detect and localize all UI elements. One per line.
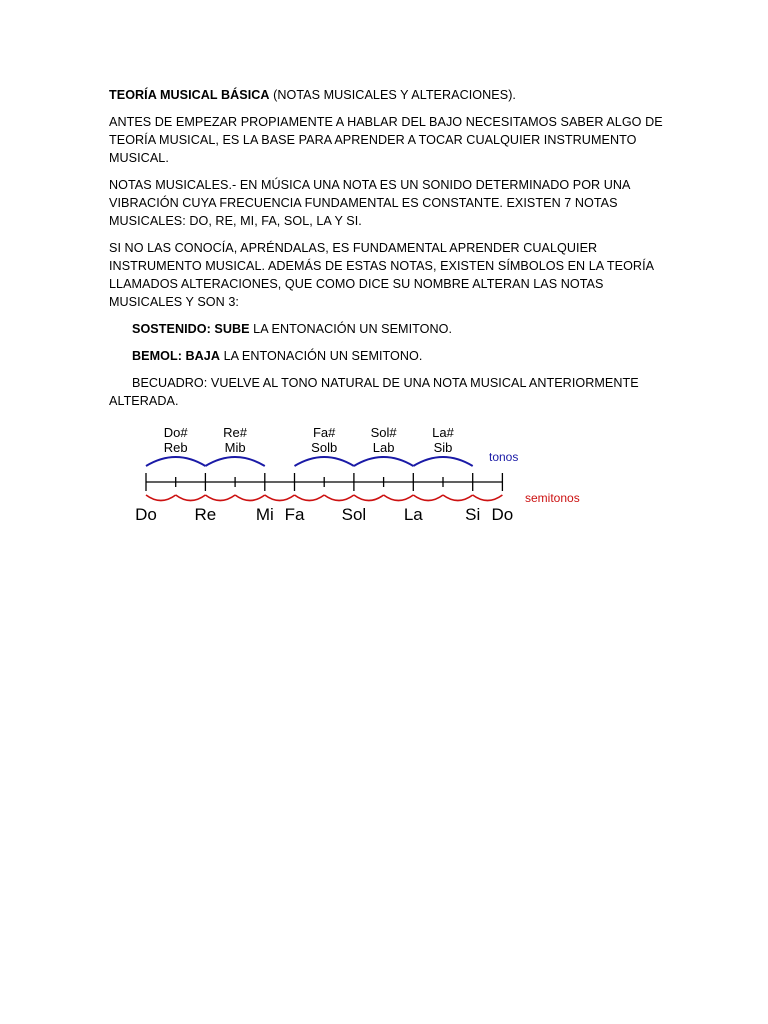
semitonos-waves — [146, 495, 502, 501]
sharp-label: Re# — [223, 425, 248, 440]
semitono-wave — [324, 495, 354, 501]
title-rest: (NOTAS MUSICALES Y ALTERACIONES). — [269, 88, 516, 102]
notes-diagram — [120, 418, 600, 528]
semitono-wave — [295, 495, 325, 501]
tono-arc — [413, 457, 472, 466]
paragraph-notas: NOTAS MUSICALES.- EN MÚSICA UNA NOTA ES UN SONIDO DETERMINADO POR UNA VIBRACIÓN CUYA FRECUENCIA FUNDAMENTAL ES CONSTANTE. EXISTEN 7 NOTAS MUSICALES: DO, RE, MI, FA, SOL, LA Y SI. — [109, 178, 630, 228]
note-label: Si — [465, 505, 481, 524]
semitono-wave — [235, 495, 265, 501]
semitono-wave — [265, 495, 295, 501]
note-label: Re — [194, 505, 217, 524]
sostenido-bold: SOSTENIDO: SUBE — [132, 322, 250, 336]
paragraph-intro: ANTES DE EMPEZAR PROPIAMENTE A HABLAR DEL BAJO NECESITAMOS SABER ALGO DE TEORÍA MUSICAL, ES LA BASE PARA APRENDER A TOCAR CUALQUIER INSTRUMENTO MUSICAL. — [109, 115, 663, 165]
item-bemol — [109, 347, 669, 365]
paragraph-alteraciones: SI NO LAS CONOCÍA, APRÉNDALAS, ES FUNDAMENTAL APRENDER CUALQUIER INSTRUMENTO MUSICAL. ADEMÁS DE ESTAS NOTAS, EXISTEN SÍMBOLOS EN LA TEORÍA LLAMADOS ALTERACIONES, QUE COMO DICE SU NOMBRE ALTERAN LAS NOTAS MUSICALES Y SON 3: — [109, 241, 654, 309]
semitono-wave — [176, 495, 206, 501]
note-label: Do — [135, 505, 157, 524]
flat-label: Solb — [311, 440, 338, 455]
note-label: Sol — [341, 505, 367, 524]
note-labels — [135, 505, 513, 524]
semitono-wave — [473, 495, 503, 501]
semitono-wave — [205, 495, 235, 501]
note-label: La — [403, 505, 423, 524]
semitono-wave — [354, 495, 384, 501]
flat-label: Reb — [163, 440, 188, 455]
document-body — [109, 86, 669, 419]
note-label: Fa — [284, 505, 305, 524]
bemol-rest: LA ENTONACIÓN UN SEMITONO. — [220, 349, 423, 363]
flat-label: Lab — [372, 440, 395, 455]
tono-arc — [295, 457, 354, 466]
title-bold: TEORÍA MUSICAL BÁSICA — [109, 88, 270, 102]
sharp-label: La# — [432, 425, 454, 440]
note-label: Do — [491, 505, 514, 524]
sostenido-rest: LA ENTONACIÓN UN SEMITONO. — [249, 322, 453, 336]
semitono-wave — [413, 495, 443, 501]
flat-label: Mib — [224, 440, 246, 455]
semitono-wave — [146, 495, 176, 501]
sharp-label: Sol# — [370, 425, 397, 440]
document-title — [109, 86, 669, 104]
tono-arc — [205, 457, 264, 466]
tonos-arcs — [146, 457, 473, 466]
sharp-label: Do# — [163, 425, 188, 440]
tono-arc — [146, 457, 205, 466]
bemol-bold: BEMOL: BAJA — [132, 349, 221, 363]
sharp-label: Fa# — [312, 425, 336, 440]
tono-arc — [354, 457, 413, 466]
flat-label: Sib — [433, 440, 453, 455]
accidental-labels — [164, 425, 455, 455]
semitonos-label: semitonos — [525, 491, 580, 505]
semitono-wave — [443, 495, 473, 501]
item-sostenido — [109, 320, 669, 338]
note-label: Mi — [255, 505, 274, 524]
tonos-label: tonos — [489, 450, 519, 464]
semitono-wave — [384, 495, 414, 501]
item-becuadro: BECUADRO: VUELVE AL TONO NATURAL DE UNA NOTA MUSICAL ANTERIORMENTE ALTERADA. — [109, 376, 639, 408]
